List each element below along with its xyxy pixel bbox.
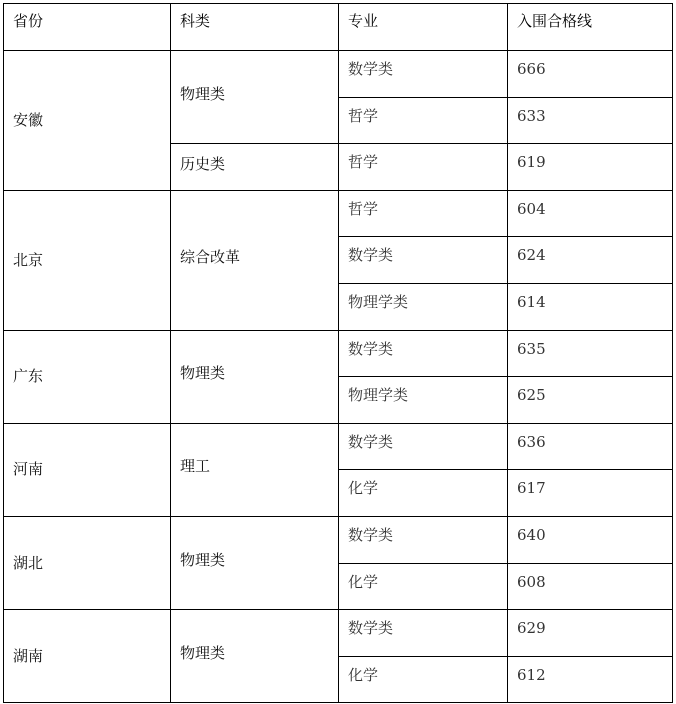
category-line bbox=[170, 330, 339, 331]
row-line bbox=[338, 469, 673, 470]
category-line bbox=[170, 143, 339, 144]
column-line-3 bbox=[507, 3, 508, 703]
province-cell: 安徽 bbox=[13, 110, 44, 129]
major-cell: 数学类 bbox=[348, 526, 394, 544]
province-cell: 湖北 bbox=[13, 553, 44, 572]
column-line-2 bbox=[338, 3, 339, 703]
major-cell: 化学 bbox=[348, 665, 379, 684]
score-cell: 633 bbox=[517, 106, 546, 125]
row-line bbox=[338, 143, 673, 144]
score-cell: 666 bbox=[517, 60, 546, 78]
score-cell: 625 bbox=[517, 386, 546, 405]
major-cell: 哲学 bbox=[348, 199, 379, 218]
group-line bbox=[3, 609, 171, 610]
row-line bbox=[338, 563, 673, 564]
row-line bbox=[338, 330, 673, 331]
group-line bbox=[3, 330, 171, 331]
major-cell: 物理学类 bbox=[348, 293, 409, 311]
row-line bbox=[338, 656, 673, 657]
column-line-0 bbox=[3, 3, 4, 703]
category-cell: 综合改革 bbox=[180, 247, 241, 266]
row-line bbox=[338, 516, 673, 517]
row-line bbox=[338, 702, 673, 703]
province-cell: 湖南 bbox=[13, 646, 44, 665]
score-cell: 636 bbox=[517, 432, 546, 451]
province-cell: 广东 bbox=[13, 367, 44, 386]
major-cell: 数学类 bbox=[348, 339, 394, 358]
major-cell: 哲学 bbox=[348, 153, 379, 172]
score-cell: 614 bbox=[517, 293, 546, 311]
major-cell: 物理学类 bbox=[348, 386, 409, 405]
group-line bbox=[3, 516, 171, 517]
row-line bbox=[338, 283, 673, 284]
group-line bbox=[3, 190, 171, 191]
major-cell: 哲学 bbox=[348, 106, 379, 125]
column-line-1 bbox=[170, 3, 171, 703]
header-cell-1: 科类 bbox=[180, 12, 211, 30]
major-cell: 数学类 bbox=[348, 619, 394, 638]
category-line bbox=[170, 702, 339, 703]
category-line bbox=[170, 423, 339, 424]
province-cell: 北京 bbox=[13, 250, 44, 269]
category-line bbox=[170, 516, 339, 517]
column-line-4 bbox=[672, 3, 673, 703]
category-cell: 物理类 bbox=[180, 84, 226, 103]
score-cell: 635 bbox=[517, 339, 546, 358]
group-line bbox=[3, 702, 171, 703]
header-cell-2: 专业 bbox=[348, 12, 379, 30]
row-line bbox=[338, 376, 673, 377]
category-cell: 物理类 bbox=[180, 364, 226, 383]
score-cell: 640 bbox=[517, 526, 546, 544]
row-line bbox=[338, 97, 673, 98]
header-cell-0: 省份 bbox=[13, 12, 44, 30]
category-cell: 物理类 bbox=[180, 550, 226, 569]
row-line bbox=[338, 609, 673, 610]
score-cell: 604 bbox=[517, 199, 546, 218]
category-cell: 理工 bbox=[180, 457, 211, 476]
category-cell: 历史类 bbox=[180, 154, 226, 173]
category-cell: 物理类 bbox=[180, 643, 226, 662]
group-line bbox=[3, 423, 171, 424]
score-cell: 617 bbox=[517, 479, 546, 498]
major-cell: 数学类 bbox=[348, 246, 394, 265]
category-line bbox=[170, 190, 339, 191]
score-cell: 608 bbox=[517, 572, 546, 591]
row-line bbox=[338, 190, 673, 191]
province-cell: 河南 bbox=[13, 460, 44, 479]
major-cell: 化学 bbox=[348, 572, 379, 591]
score-cell: 629 bbox=[517, 619, 546, 638]
major-cell: 数学类 bbox=[348, 60, 394, 78]
major-cell: 数学类 bbox=[348, 432, 394, 451]
score-cell: 612 bbox=[517, 665, 546, 684]
score-cell: 619 bbox=[517, 153, 546, 172]
major-cell: 化学 bbox=[348, 479, 379, 498]
row-line bbox=[338, 423, 673, 424]
category-line bbox=[170, 609, 339, 610]
row-line bbox=[338, 236, 673, 237]
score-cell: 624 bbox=[517, 246, 546, 265]
header-cell-3: 入围合格线 bbox=[517, 12, 593, 30]
